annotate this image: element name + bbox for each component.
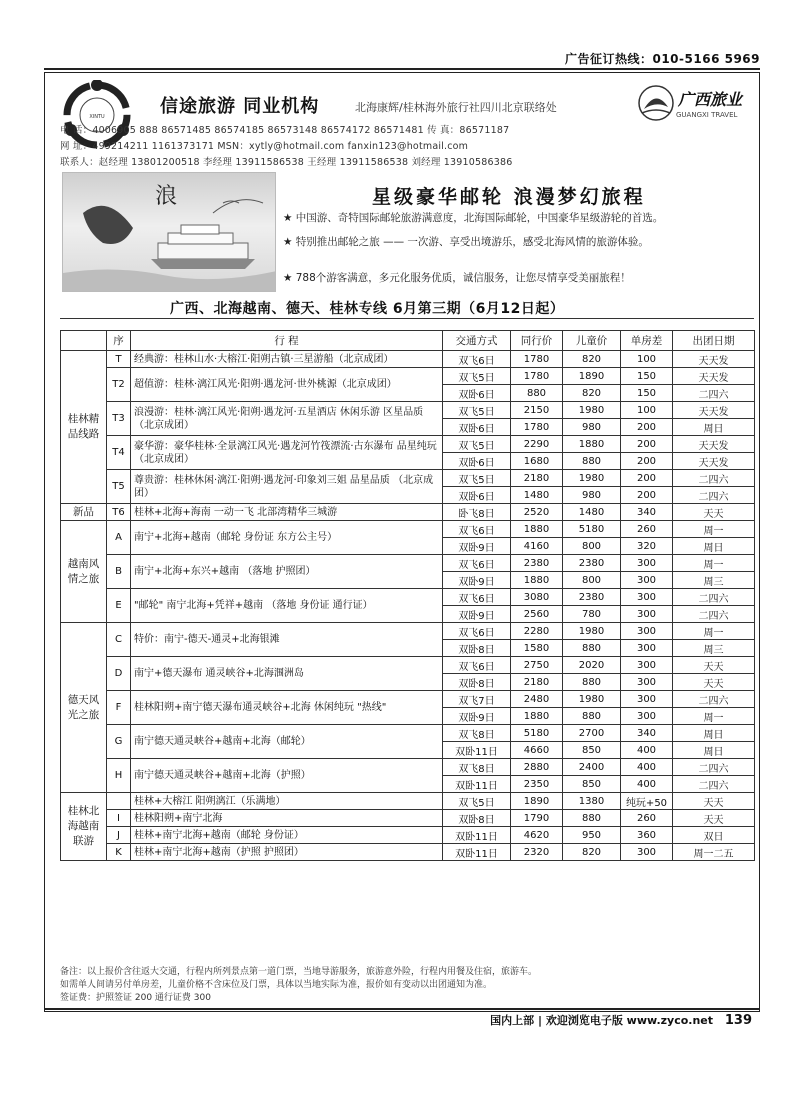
departure-dates-cell: 周日 <box>673 538 755 555</box>
single-supplement-cell: 340 <box>621 504 673 521</box>
child-price-cell: 880 <box>563 640 621 657</box>
contact-line-people: 联系人：赵经理 13801200518 李经理 13911586538 王经理 13911586538 刘经理 13910586386 <box>60 157 513 168</box>
departure-dates-cell: 天天发 <box>673 368 755 385</box>
child-price-cell: 820 <box>563 385 621 402</box>
banner-title: 星级豪华邮轮 浪漫梦幻旅程 <box>372 186 646 208</box>
child-price-cell: 1380 <box>563 793 621 810</box>
table-row <box>61 827 755 844</box>
transport-cell: 双飞5日 <box>443 368 511 385</box>
single-supplement-cell: 260 <box>621 810 673 827</box>
child-price-cell: 2380 <box>563 555 621 572</box>
child-price-cell: 820 <box>563 844 621 861</box>
price-cell: 2380 <box>511 555 563 572</box>
tour-no-cell: T4 <box>107 436 131 470</box>
table-row <box>61 504 755 521</box>
child-price-cell: 5180 <box>563 521 621 538</box>
departure-dates-cell: 双日 <box>673 827 755 844</box>
svg-text:XINTU: XINTU <box>89 114 105 120</box>
banner-bullet-2: ★ 特别推出邮轮之旅 —— 一次游、享受出境游乐，感受北海风情的旅游体验。 <box>283 236 649 248</box>
departure-dates-cell: 二四六 <box>673 385 755 402</box>
banner-wave-char: 浪 <box>155 184 178 209</box>
departure-dates-cell: 二四六 <box>673 776 755 793</box>
child-price-cell: 2400 <box>563 759 621 776</box>
tour-no-cell: J <box>107 827 131 844</box>
table-row <box>61 810 755 827</box>
child-price-cell: 1890 <box>563 368 621 385</box>
section-title: 广西、北海越南、德天、桂林专线 6月第三期（6月12日起） <box>170 301 565 317</box>
note-line: 备注：以上报价含往返大交通，行程内所列景点第一道门票，当地导游服务，旅游意外险，行程内用餐及住宿，旅游车。 <box>60 967 538 977</box>
price-cell: 880 <box>511 385 563 402</box>
departure-dates-cell: 周日 <box>673 419 755 436</box>
child-price-cell: 850 <box>563 776 621 793</box>
single-supplement-cell: 150 <box>621 385 673 402</box>
route-cell: "邮轮" 南宁北海+凭祥+越南 （落地 身份证 通行证） <box>131 589 443 623</box>
col-header-route: 行 程 <box>131 331 443 351</box>
departure-dates-cell: 周日 <box>673 742 755 759</box>
cruise-banner-image <box>62 172 276 292</box>
price-cell: 1790 <box>511 810 563 827</box>
single-supplement-cell: 200 <box>621 436 673 453</box>
route-cell: 豪华游：豪华桂林·全景漓江风光·遇龙河竹筏漂流·古东瀑布 品星纯玩 （北京成团） <box>131 436 443 470</box>
price-cell: 2180 <box>511 674 563 691</box>
departure-dates-cell: 天天发 <box>673 453 755 470</box>
price-cell: 2150 <box>511 402 563 419</box>
category-cell: 新品 <box>61 504 107 521</box>
child-price-cell: 820 <box>563 351 621 368</box>
child-price-cell: 780 <box>563 606 621 623</box>
single-supplement-cell: 300 <box>621 555 673 572</box>
route-cell: 桂林+北海+海南 一动一飞 北部湾精华三城游 <box>131 504 443 521</box>
transport-cell: 双飞6日 <box>443 555 511 572</box>
table-row <box>61 691 755 708</box>
departure-dates-cell: 周一 <box>673 555 755 572</box>
banner-bullet-3: ★ 788个游客满意，多元化服务优质，诚信服务，让您尽情享受美丽旅程！ <box>283 272 631 284</box>
departure-dates-cell: 天天 <box>673 674 755 691</box>
tour-no-cell: C <box>107 623 131 657</box>
departure-dates-cell: 周一 <box>673 623 755 640</box>
tour-no-cell: E <box>107 589 131 623</box>
single-supplement-cell: 320 <box>621 538 673 555</box>
price-cell: 4160 <box>511 538 563 555</box>
route-cell: 桂林阳朔+南宁北海 <box>131 810 443 827</box>
child-price-cell: 1980 <box>563 402 621 419</box>
col-header-transport: 交通方式 <box>443 331 511 351</box>
departure-dates-cell: 周三 <box>673 572 755 589</box>
table-row <box>61 521 755 538</box>
route-cell: 桂林+南宁北海+越南（护照 护照团） <box>131 844 443 861</box>
tour-no-cell: A <box>107 521 131 555</box>
transport-cell: 双飞6日 <box>443 623 511 640</box>
transport-cell: 双卧8日 <box>443 810 511 827</box>
footer <box>490 1012 752 1028</box>
sail-icon <box>636 83 676 123</box>
route-cell: 特价：南宁-德天-通灵+北海银滩 <box>131 623 443 657</box>
child-price-cell: 800 <box>563 572 621 589</box>
child-price-cell: 980 <box>563 487 621 504</box>
departure-dates-cell: 二四六 <box>673 759 755 776</box>
price-cell: 1880 <box>511 521 563 538</box>
single-supplement-cell: 400 <box>621 776 673 793</box>
category-cell: 桂林北海越南联游 <box>61 793 107 861</box>
price-cell: 2520 <box>511 504 563 521</box>
route-cell: 经典游：桂林山水·大榕江·阳朔古镇·三星游船（北京成团） <box>131 351 443 368</box>
child-price-cell: 1880 <box>563 436 621 453</box>
category-cell: 德天风光之旅 <box>61 623 107 793</box>
price-cell: 1890 <box>511 793 563 810</box>
tour-no-cell: H <box>107 759 131 793</box>
transport-cell: 双卧11日 <box>443 742 511 759</box>
child-price-cell: 2700 <box>563 725 621 742</box>
tour-no-cell: F <box>107 691 131 725</box>
route-cell: 南宁+北海+越南（邮轮 身份证 东方公主号） <box>131 521 443 555</box>
departure-dates-cell: 二四六 <box>673 589 755 606</box>
price-cell: 1480 <box>511 487 563 504</box>
child-price-cell: 1480 <box>563 504 621 521</box>
notes <box>60 966 754 1005</box>
transport-cell: 双飞5日 <box>443 436 511 453</box>
single-supplement-cell: 200 <box>621 470 673 487</box>
single-supplement-cell: 300 <box>621 640 673 657</box>
brand-name: 信途旅游 同业机构 <box>160 96 320 117</box>
transport-cell: 双飞6日 <box>443 351 511 368</box>
transport-cell: 双飞6日 <box>443 657 511 674</box>
single-supplement-cell: 300 <box>621 606 673 623</box>
price-cell: 2480 <box>511 691 563 708</box>
price-cell: 2350 <box>511 776 563 793</box>
child-price-cell: 880 <box>563 453 621 470</box>
col-header-category <box>61 331 107 351</box>
departure-dates-cell: 天天 <box>673 810 755 827</box>
single-supplement-cell: 400 <box>621 742 673 759</box>
col-header-no: 序 <box>107 331 131 351</box>
col-header-price: 同行价 <box>511 331 563 351</box>
transport-cell: 双卧6日 <box>443 487 511 504</box>
departure-dates-cell: 二四六 <box>673 691 755 708</box>
price-cell: 4620 <box>511 827 563 844</box>
col-header-child: 儿童价 <box>563 331 621 351</box>
route-cell: 桂林+南宁北海+越南（邮轮 身份证） <box>131 827 443 844</box>
tour-table-body <box>61 351 755 861</box>
child-price-cell: 980 <box>563 419 621 436</box>
price-cell: 3080 <box>511 589 563 606</box>
ad-hotline: 广告征订热线：010-5166 5969 <box>564 52 760 66</box>
departure-dates-cell: 周日 <box>673 725 755 742</box>
child-price-cell: 2020 <box>563 657 621 674</box>
table-row <box>61 657 755 674</box>
tour-no-cell: D <box>107 657 131 691</box>
single-supplement-cell: 260 <box>621 521 673 538</box>
child-price-cell: 800 <box>563 538 621 555</box>
child-price-cell: 1980 <box>563 691 621 708</box>
child-price-cell: 950 <box>563 827 621 844</box>
transport-cell: 双飞5日 <box>443 793 511 810</box>
route-cell: 桂林阳朔+南宁德天瀑布通灵峡谷+北海 休闲纯玩 "热线" <box>131 691 443 725</box>
table-row <box>61 351 755 368</box>
departure-dates-cell: 天天 <box>673 504 755 521</box>
transport-cell: 双卧6日 <box>443 385 511 402</box>
price-cell: 1880 <box>511 708 563 725</box>
departure-dates-cell: 周一 <box>673 521 755 538</box>
price-cell: 1780 <box>511 419 563 436</box>
transport-cell: 双卧11日 <box>443 776 511 793</box>
route-cell: 南宁德天通灵峡谷+越南+北海（护照） <box>131 759 443 793</box>
price-cell: 1780 <box>511 351 563 368</box>
single-supplement-cell: 300 <box>621 674 673 691</box>
transport-cell: 双卧9日 <box>443 606 511 623</box>
single-supplement-cell: 400 <box>621 759 673 776</box>
tour-no-cell: T6 <box>107 504 131 521</box>
transport-cell: 双卧8日 <box>443 640 511 657</box>
single-supplement-cell: 100 <box>621 402 673 419</box>
single-supplement-cell: 300 <box>621 623 673 640</box>
child-price-cell: 2380 <box>563 589 621 606</box>
price-cell: 1680 <box>511 453 563 470</box>
transport-cell: 双卧11日 <box>443 844 511 861</box>
gx-logo-name: 广西旅业 <box>678 90 743 109</box>
bottom-rule <box>44 1008 760 1010</box>
brand-subtitle: 北海康辉/桂林海外旅行社四川北京联络处 <box>355 101 557 114</box>
departure-dates-cell: 天天发 <box>673 436 755 453</box>
single-supplement-cell: 300 <box>621 572 673 589</box>
tour-no-cell: B <box>107 555 131 589</box>
footer-text: 国内上部 | 欢迎浏览电子版 www.zyco.net <box>490 1014 714 1027</box>
route-cell: 南宁+北海+东兴+越南 （落地 护照团） <box>131 555 443 589</box>
price-cell: 2320 <box>511 844 563 861</box>
route-cell: 尊贵游：桂林休闲·漓江·阳朔·遇龙河·印象刘三姐 品星品质 （北京成团） <box>131 470 443 504</box>
child-price-cell: 880 <box>563 674 621 691</box>
cruise-ship-icon <box>63 173 276 292</box>
transport-cell: 双飞5日 <box>443 470 511 487</box>
single-supplement-cell: 300 <box>621 657 673 674</box>
single-supplement-cell: 纯玩+50 <box>621 793 673 810</box>
table-header-row <box>61 331 755 351</box>
guangxi-travel-logo <box>636 83 756 127</box>
top-rule <box>44 68 760 70</box>
gx-logo-tag: GUANGXI TRAVEL <box>676 111 738 119</box>
single-supplement-cell: 300 <box>621 708 673 725</box>
child-price-cell: 850 <box>563 742 621 759</box>
transport-cell: 双飞5日 <box>443 402 511 419</box>
child-price-cell: 880 <box>563 708 621 725</box>
child-price-cell: 880 <box>563 810 621 827</box>
departure-dates-cell: 天天发 <box>673 351 755 368</box>
single-supplement-cell: 360 <box>621 827 673 844</box>
transport-cell: 双卧11日 <box>443 827 511 844</box>
tour-no-cell: T3 <box>107 402 131 436</box>
departure-dates-cell: 二四六 <box>673 487 755 504</box>
transport-cell: 双飞7日 <box>443 691 511 708</box>
transport-cell: 双卧9日 <box>443 572 511 589</box>
single-supplement-cell: 340 <box>621 725 673 742</box>
transport-cell: 双卧9日 <box>443 538 511 555</box>
price-cell: 1580 <box>511 640 563 657</box>
price-cell: 1880 <box>511 572 563 589</box>
departure-dates-cell: 周一二五 <box>673 844 755 861</box>
table-row <box>61 368 755 385</box>
price-cell: 4660 <box>511 742 563 759</box>
transport-cell: 双飞8日 <box>443 759 511 776</box>
transport-cell: 双卧6日 <box>443 419 511 436</box>
single-supplement-cell: 300 <box>621 691 673 708</box>
transport-cell: 双飞6日 <box>443 521 511 538</box>
child-price-cell: 1980 <box>563 470 621 487</box>
departure-dates-cell: 天天 <box>673 793 755 810</box>
category-cell: 越南风情之旅 <box>61 521 107 623</box>
tour-no-cell: T2 <box>107 368 131 402</box>
table-row <box>61 470 755 487</box>
price-cell: 2290 <box>511 436 563 453</box>
transport-cell: 双卧8日 <box>443 674 511 691</box>
departure-dates-cell: 周三 <box>673 640 755 657</box>
note-line: 如需单人间请另付单房差，儿童价格不含床位及门票，具体以当地实际为准，报价如有变动以出团通知为准。 <box>60 980 493 990</box>
route-cell: 超值游：桂林·漓江风光·阳朔·遇龙河·世外桃源（北京成团） <box>131 368 443 402</box>
price-cell: 2880 <box>511 759 563 776</box>
tour-no-cell: T <box>107 351 131 368</box>
tour-no-cell <box>107 793 131 810</box>
route-cell: 浪漫游：桂林·漓江风光·阳朔·遇龙河·五星酒店 休闲乐游 区星品质 （北京成团） <box>131 402 443 436</box>
departure-dates-cell: 二四六 <box>673 606 755 623</box>
page-number: 139 <box>724 1013 752 1028</box>
table-row <box>61 725 755 742</box>
section-rule <box>60 318 754 319</box>
departure-dates-cell: 天天发 <box>673 402 755 419</box>
tour-no-cell: G <box>107 725 131 759</box>
single-supplement-cell: 300 <box>621 844 673 861</box>
single-supplement-cell: 150 <box>621 368 673 385</box>
contact-line-online: 网 址：499214211 1161373171 MSN：xytly@hotmail.com fanxin123@hotmail.com <box>60 141 469 152</box>
col-header-dates: 出团日期 <box>673 331 755 351</box>
departure-dates-cell: 二四六 <box>673 470 755 487</box>
category-cell: 桂林精品线路 <box>61 351 107 504</box>
table-row <box>61 844 755 861</box>
table-row <box>61 436 755 453</box>
contact-line-phone: 电 话：4006905 888 86571485 86574185 86573148 86574172 86571481 传 真：86571187 <box>60 125 510 136</box>
table-row <box>61 589 755 606</box>
single-supplement-cell: 200 <box>621 453 673 470</box>
tour-no-cell: K <box>107 844 131 861</box>
transport-cell: 双飞6日 <box>443 589 511 606</box>
price-cell: 1780 <box>511 368 563 385</box>
route-cell: 桂林+大榕江 阳朔漓江（乐满地） <box>131 793 443 810</box>
departure-dates-cell: 天天 <box>673 657 755 674</box>
tour-no-cell: I <box>107 810 131 827</box>
departure-dates-cell: 周一 <box>673 708 755 725</box>
single-supplement-cell: 100 <box>621 351 673 368</box>
tour-no-cell: T5 <box>107 470 131 504</box>
single-supplement-cell: 200 <box>621 419 673 436</box>
banner-bullet-1: ★ 中国游、奇特国际邮轮旅游满意度，北海国际邮轮，中国豪华星级游轮的首选。 <box>283 212 664 224</box>
price-cell: 2180 <box>511 470 563 487</box>
transport-cell: 双飞8日 <box>443 725 511 742</box>
table-row <box>61 555 755 572</box>
transport-cell: 双卧6日 <box>443 453 511 470</box>
child-price-cell: 1980 <box>563 623 621 640</box>
note-line: 签证费：护照签证 200 通行证费 300 <box>60 993 211 1003</box>
route-cell: 南宁+德天瀑布 通灵峡谷+北海涠洲岛 <box>131 657 443 691</box>
table-row <box>61 793 755 810</box>
table-row <box>61 759 755 776</box>
table-row <box>61 623 755 640</box>
price-cell: 5180 <box>511 725 563 742</box>
price-cell: 2560 <box>511 606 563 623</box>
table-row <box>61 402 755 419</box>
route-cell: 南宁德天通灵峡谷+越南+北海（邮轮） <box>131 725 443 759</box>
transport-cell: 双卧9日 <box>443 708 511 725</box>
single-supplement-cell: 200 <box>621 487 673 504</box>
single-supplement-cell: 300 <box>621 589 673 606</box>
transport-cell: 卧飞8日 <box>443 504 511 521</box>
price-cell: 2750 <box>511 657 563 674</box>
price-cell: 2280 <box>511 623 563 640</box>
col-header-single: 单房差 <box>621 331 673 351</box>
tour-price-table <box>60 330 755 861</box>
